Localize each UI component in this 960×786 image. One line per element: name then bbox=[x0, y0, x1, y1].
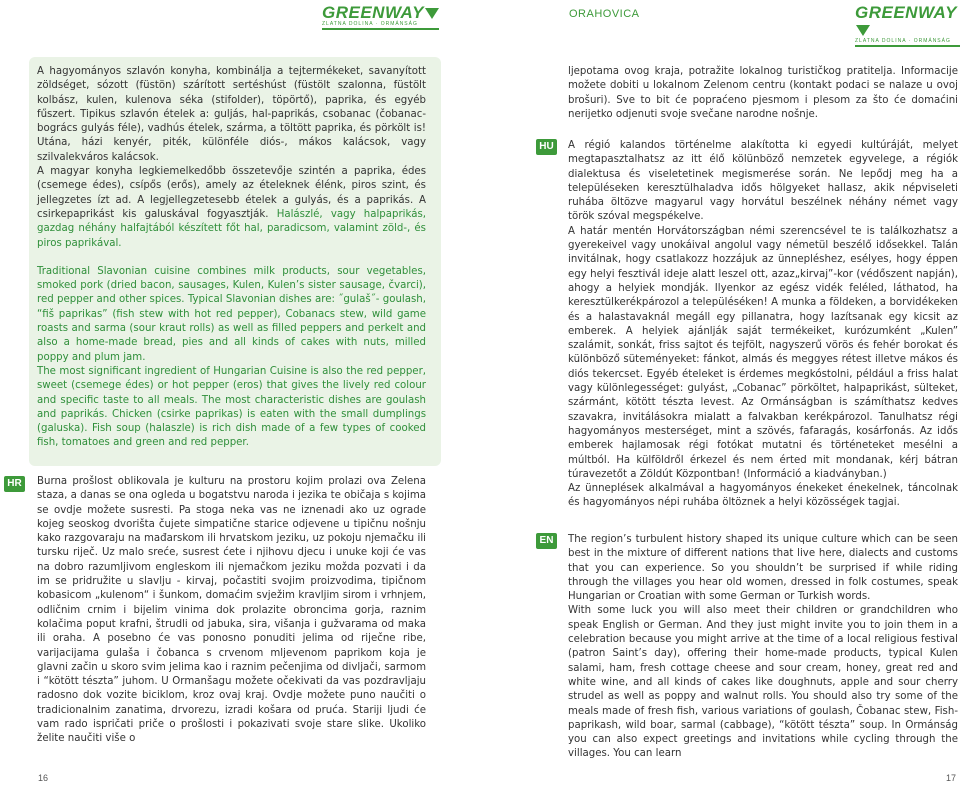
en-paragraph-2: With some luck you will also meet their children or grandchildren who speak English or German. And they just might invite you to join them in a celebration because you might arrive at the time of a local religious festival (patron Saint’s day), offering their home-made products, typical Kulen salami, ham, fresh cottage cheese and sour cream, honey, great red and white wine, and all kinds of cakes like doughnuts, apple and sour cherry strudel as well as poppy and walnut rolls. You should also try some of the meals made of fresh fish, various variations of goulash, Čobanac stew, Fish-paprikash, wild boar, sarmal (cabbage), “kötött tészta” soup. In Ormánság you can also expect greetings and invitations while cycling through the villages. You can learn bbox=[568, 605, 958, 760]
en-text-column bbox=[568, 533, 958, 762]
logo-mark-icon bbox=[425, 8, 439, 19]
logo-rule bbox=[322, 28, 439, 30]
en-paragraph-1: The region’s turbulent history shaped its unique culture which can be seen best in the mixture of different nations that live here, dialects and customs that you can experience. So you shouldn’t be surprised if while riding through the villages you hear old women, dressed in folk costumes, speak Hungarian or Croatian with some German or Turkish words. bbox=[568, 534, 958, 603]
hr-continued-column bbox=[568, 65, 958, 122]
lang-tag-en: EN bbox=[536, 533, 557, 549]
greenway-logo-left bbox=[322, 4, 439, 30]
hr-paragraph: Burna prošlost oblikovala je kulturu na prostoru kojim prolazi ova Zelena staza, a danas se ona ogleda u bogatstvu naroda i jezika te običaja s kojima se ovdje možete susresti. Pa stoga neka vas ne iznenadi ako uz ograde kojeg seoskog dvorišta čujete simpatične starice odjevene u tipičnu nošnju kako razgovaraju na mađarskom ili hrvatskom jeziku, uz pokoju njemačku ili tursku riječ. Uz malo sreće, susrest ćete i njihovu djecu i unuke koji će vas na dobro razumljivom engleskom ili njemačkom jeziku možda pozvati i da im se pridružite u slavlju - kirvaj, počastiti svojim proizvodima, tipičnom kobasicom „kulenom“ i šunkom, domaćim svježim kravljim sirom i vrhnjem, odličnim crnim i bijelim vinima dok prolazite obroncima gorja, raznim kolačima poput krafni, štrudli od jabuka, sira, višanja i gužvarama od maka ili oraha. A posebno će vas ponosno ponuditi jelima od riječne ribe, varijacijama gulaša i čobanca s crvenom mljevenom paprikom koja je glavni začin u skoro svim jelima kao i raznim pečenjima od divljači, sarmom i “kötött tészta” juhom. U Ormanšagu možete očekivati da vas pozdravljaju radosno dok vozite biciklom, kroz ovaj kraj. Ovdje možete puno naučiti o tradicionalnim zanatima, drvorezu, izradi košara od pruća. Stariji ljudi će vam rado ispričati priče o prošlosti i pokazivati svoje stare slike. Ukoliko želite naučiti više o bbox=[37, 476, 426, 745]
hu-paragraph-3: Az ünneplések alkalmával a hagyományos énekeket énekelnek, táncolnak és hagyományos népi ruhába öltöznek a helyi közösségek tagjai. bbox=[568, 483, 958, 509]
lang-tag-hr: HR bbox=[4, 476, 25, 492]
lang-tag-hu: HU bbox=[536, 139, 557, 155]
hu-paragraph-1: A régió kalandos történelme alakította ki egyedi kultúráját, melyet megtapasztalhatsz az itt élő kölünböző nemzetek egyvelege, a régiók dialektusa és viseletetinek megismerése során. Ne lepődj meg ha a településeken keresztülhaladva idős hölgyeket hallasz, akik népviseleti ruhába öltözve magyarul vagy horvátul beszélnek néhány német vagy török szóval megspékelve. bbox=[568, 140, 958, 223]
page-number-right: 17 bbox=[946, 773, 957, 783]
logo-rule bbox=[855, 45, 960, 47]
cuisine-text-column bbox=[37, 65, 426, 451]
hu-cuisine-text: A magyar konyha legkiemelkedőbb összetevője szintén a paprika, édes (csemege édes), csípős (erős), amely az ételeknek élénk, piros szint, és jellegzetes ízt ad. A legjellegzetesebb ételek a gulyás, és a paprikás. A csirkepaprikást kis galuskával fogyasztják. bbox=[37, 166, 426, 220]
greenway-logo-right bbox=[855, 4, 960, 47]
hr-text-column bbox=[37, 475, 426, 747]
logo-mark-icon bbox=[856, 25, 870, 36]
logo-text: GREENWAY bbox=[322, 3, 424, 22]
hr-continued-paragraph: ljepotama ovog kraja, potražite lokalnog turističkog pratitelja. Informacije možete dobiti u lokalnom Zelenom centru (kontakt podaci se nalaze u ovoj brošuri). Sve to bit će popraćeno pjesmom i plesom za što će domaćini nerijetko odjenuti svoje svečane narodne nošnje. bbox=[568, 66, 958, 120]
hu-paragraph-2: A határ mentén Horvátországban némi szerencsével te is találkozhatsz a gyerekeivel vagy unokáival angolul vagy németül beszélő idősekkel. Talán invitálnak, hogy csatlakozz hozzájuk az ünnepléshez, esélyes, hogy éppen egy helyi fesztivál ideje alatt leszel ott, azaz„kirvaj”-kor (védőszent napján), ahogy a helyiek mondják. Ilyenkor az egész vidék feléled, láthatod, ha keresztülkerékpározol a településéken! A munka a földeken, a borvidékeken és a halastavaknál megáll egy pillanatra, hogy lazítsanak egy kicsit az emberek. A helyiek ajánlják saját termékeiket, kurózumként „Kulen” szalámit, sonkát, friss sajtot és tejfölt, nagyszerű vörös és fehér borokat és különböző süteményeket: fánkot, almás és meggyes rétest illetve mákos és diós tekercset. Egyéb ételeket is érdemes megkóstolni, például a friss halat vagy különlegességet: gulyást, „Cobanac” pörköltet, halpaprikást, sülteket, szármánt, kötött tészta levest. Az Ormánságban is számíthatsz kedves szavakra, invitálásokra mialatt a falvakban kerékpározol. Tanulhatsz régi hagyományos mesterséget, mint a szövés, fafaragás, kosárfonás. Az idős emberek hajlamosak régi fotókat mutatni és történeteket mesélni a múltból. Ha külföldről érkezel és nem érted mit mondanak, kérj bátran túravezetőt a Zöldút Központban! (Információ a kiadványban.) bbox=[568, 225, 958, 480]
hu-text-column bbox=[568, 139, 958, 511]
logo-text: GREENWAY bbox=[855, 3, 957, 22]
logo-subtitle: ZLATNA DOLINA · ORMÁNSÁG bbox=[855, 38, 951, 44]
header-city: ORAHOVICA bbox=[569, 8, 640, 20]
hu-cuisine-highlight: Halászlé, vagy halpaprikás, gazdag néhány halfajtából készített főt hal, paradicsom, valamint zöld-, és piros paprikával. bbox=[37, 208, 427, 249]
en-cuisine-paragraph-1: Traditional Slavonian cuisine combines milk products, sour vegetables, smoked pork (dried bacon, sausages, Kulen, Kulen’s sister sausage, čvarci), red pepper and other spices. Typical Slavonian dishes are: ˝gulaš˝- goulash, “fiš paprikas” (fish stew with hot red pepper), Cobanacs stew, wild game roasts and sarma (sour kraut rolls) as well as filled peppers and perkelt and also a home-made bread, pies and all kinds of cakes with nuts, milled poppy and plum jam. bbox=[37, 265, 426, 363]
hu-cuisine-paragraph-2 bbox=[37, 165, 426, 251]
en-cuisine-paragraph-2: The most significant ingredient of Hungarian Cuisine is also the red pepper, sweet (csemege édes) or hot pepper (eros) that gives the lively red colour and specific taste to all meals. The most characteristic dishes are goulash and paprikás. Chicken (csirke paprikas) is eaten with the small dumplings (galuska). Fish soup (halaszle) is rich dish made of a few types of cooked fish, tomatoes and green and red pepper. bbox=[37, 365, 426, 449]
hu-cuisine-paragraph-1: A hagyományos szlavón konyha, kombinálja a tejtermékeket, savanyított zöldséget, sózott (füstön) szárított sertéshúst (füstölt szalonna, füstölt kolbász, kulen, kulenova séka (stifolder), töpörtő), paprika, és egyéb fűszert. Tipikus szlavón ételek a: guljás, hal-paprikás, csobanac (čobanac-bogrács gulyás féle), vadhús ételek, szárma, a töltött paprika, és pörkölt is! Utána, házi kenyér, piték, különféle diós-, mákos kalácsok, vagy szilvalekváros kalácsok. bbox=[37, 66, 426, 163]
page-number-left: 16 bbox=[38, 773, 49, 783]
logo-subtitle: ZLATNA DOLINA · ORMÁNSÁG bbox=[322, 21, 418, 27]
